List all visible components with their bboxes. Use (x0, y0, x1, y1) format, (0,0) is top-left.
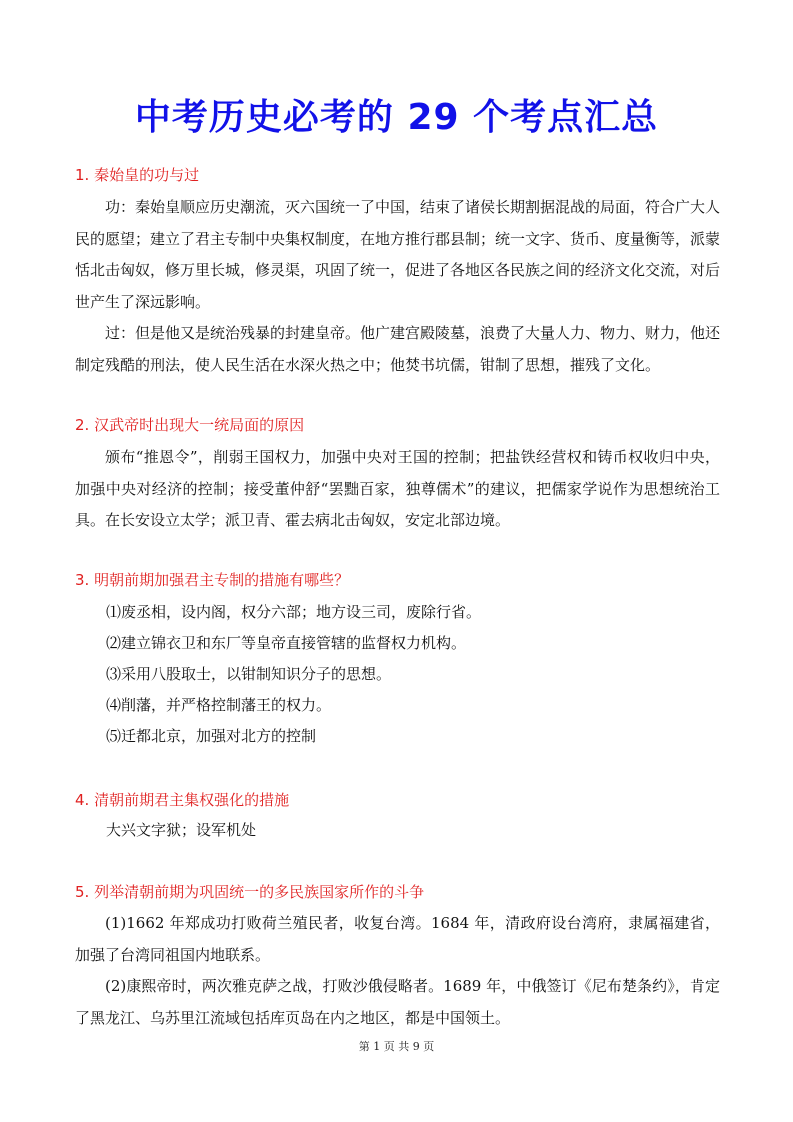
list-item: ⑸迁都北京，加强对北方的控制 (106, 727, 317, 745)
section-5-paragraph-2: (2)康熙帝时，两次雅克萨之战，打败沙俄侵略者。1689 年，中俄签订《尼布楚条约》，肯定了黑龙江、乌苏里江流域包括库页岛在内之地区，都是中国领土。 (75, 977, 720, 1027)
section-heading-5: 5. 列举清朝前期为巩固统一的多民族国家所作的斗争 (75, 883, 425, 901)
section-heading-3: 3. 明朝前期加强君主专制的措施有哪些？ (75, 571, 350, 589)
page-footer: 第 1 页 共 9 页 (358, 1040, 435, 1053)
list-item: ⑶采用八股取士，以钳制知识分子的思想。 (106, 665, 392, 683)
section-heading-2: 2. 汉武帝时出现大一统局面的原因 (75, 416, 305, 434)
list-item: ⑴废丞相，设内阁，权分六部；地方设三司，废除行省。 (106, 603, 482, 621)
section-2-paragraph-1: 颁布“推恩令”，削弱王国权力，加强中央对王国的控制；把盐铁经营权和铸币权收归中央，加强中央对经济的控制；接受董仲舒“罢黜百家，独尊儒术”的建议，把儒家学说作为思想统治工具。在长安设立太学；派卫青、霍去病北击匈奴，安定北部边境。 (75, 448, 720, 529)
section-heading-1: 1. 秦始皇的功与过 (75, 166, 200, 184)
page-title: 中考历史必考的 29 个考点汇总 (134, 97, 659, 138)
list-item: 大兴文字狱；设军机处 (106, 821, 257, 839)
section-1-paragraph-2: 过：但是他又是统治残暴的封建皇帝。他广建宫殿陵墓，浪费了大量人力、物力、财力，他还制定残酷的刑法，使人民生活在水深火热之中；他焚书坑儒，钳制了思想，摧残了文化。 (75, 324, 721, 374)
list-item: ⑷削藩，并严格控制藩王的权力。 (106, 696, 332, 714)
section-5-paragraph-1: (1)1662 年郑成功打败荷兰殖民者，收复台湾。1684 年，清政府设台湾府，隶属福建省，加强了台湾同祖国内地联系。 (75, 914, 720, 964)
section-heading-4: 4. 清朝前期君主集权强化的措施 (75, 791, 290, 809)
list-item: ⑵建立锦衣卫和东厂等皇帝直接管辖的监督权力机构。 (106, 634, 467, 652)
section-1-paragraph-1: 功：秦始皇顺应历史潮流，灭六国统一了中国，结束了诸侯长期割据混战的局面，符合广大人民的愿望；建立了君主专制中央集权制度，在地方推行郡县制；统一文字、货币、度量衡等，派蒙恬北击匈奴，修万里长城，修灵渠，巩固了统一，促进了各地区各民族之间的经济文化交流，对后世产生了深远影响。 (75, 198, 721, 311)
